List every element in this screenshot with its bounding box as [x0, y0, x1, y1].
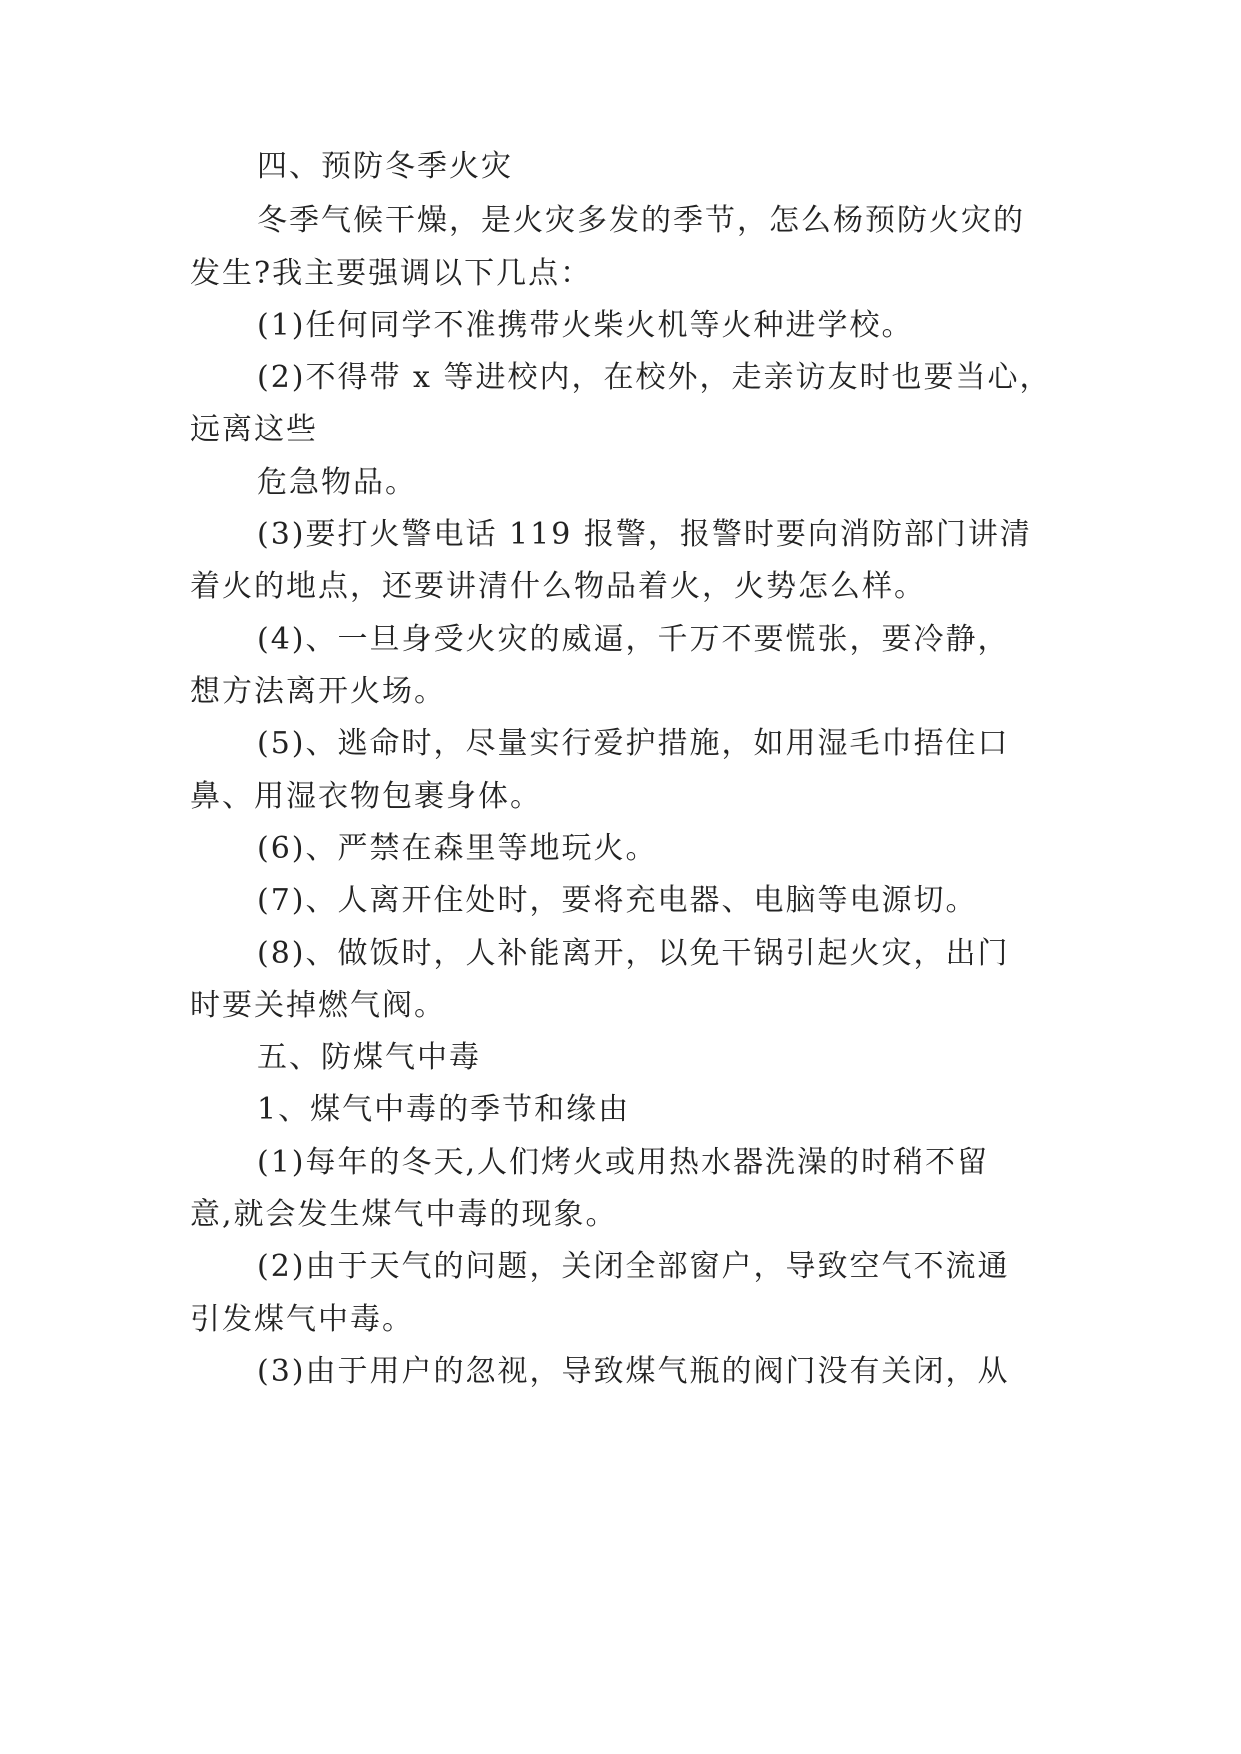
list-item-line: (4)、一旦身受火灾的威逼，千万不要慌张，要冷静， — [257, 622, 1010, 657]
list-item-line: (2)不得带 x 等进校内，在校外，走亲访友时也要当心， — [257, 360, 1052, 395]
list-item-line: 时要关掉燃气阀。 — [190, 988, 446, 1023]
list-item-line: 引发煤气中毒。 — [190, 1302, 414, 1337]
list-item-line: (3)由于用户的忽视，导致煤气瓶的阀门没有关闭，从 — [257, 1354, 1010, 1389]
list-item-line: 着火的地点，还要讲清什么物品着火，火势怎么样。 — [190, 569, 926, 604]
list-item-line: 远离这些 — [190, 412, 318, 447]
list-item-line: (2)由于天气的问题，关闭全部窗户，导致空气不流通 — [257, 1249, 1010, 1284]
list-item-line: (5)、逃命时，尽量实行爱护措施，如用湿毛巾捂住口 — [257, 726, 1010, 761]
list-item-line: (6)、严禁在森里等地玩火。 — [257, 831, 658, 866]
paragraph-line: 发生?我主要强调以下几点： — [190, 256, 593, 291]
list-item-line: 意,就会发生煤气中毒的现象。 — [190, 1197, 618, 1232]
subsection-heading: 1、煤气中毒的季节和缘由 — [257, 1092, 631, 1127]
list-item-line: 想方法离开火场。 — [190, 674, 446, 709]
section-heading-gas-poisoning: 五、防煤气中毒 — [257, 1040, 481, 1075]
list-item-line: 鼻、用湿衣物包裹身体。 — [190, 779, 542, 814]
section-heading-winter-fire: 四、预防冬季火灾 — [257, 149, 513, 184]
paragraph-line: 冬季气候干燥，是火灾多发的季节，怎么杨预防火灾的 — [257, 203, 1025, 238]
list-item-line: (8)、做饭时，人补能离开，以免干锅引起火灾，出门 — [257, 936, 1010, 971]
list-item-line: (3)要打火警电话 119 报警，报警时要向消防部门讲清 — [257, 517, 1032, 552]
list-item-line: (1)任何同学不准携带火柴火机等火种进学校。 — [257, 308, 914, 343]
list-item-line: 危急物品。 — [257, 465, 417, 500]
list-item-line: (1)每年的冬天,人们烤火或用热水器洗澡的时稍不留 — [257, 1145, 990, 1180]
list-item-line: (7)、人离开住处时，要将充电器、电脑等电源切。 — [257, 883, 978, 918]
